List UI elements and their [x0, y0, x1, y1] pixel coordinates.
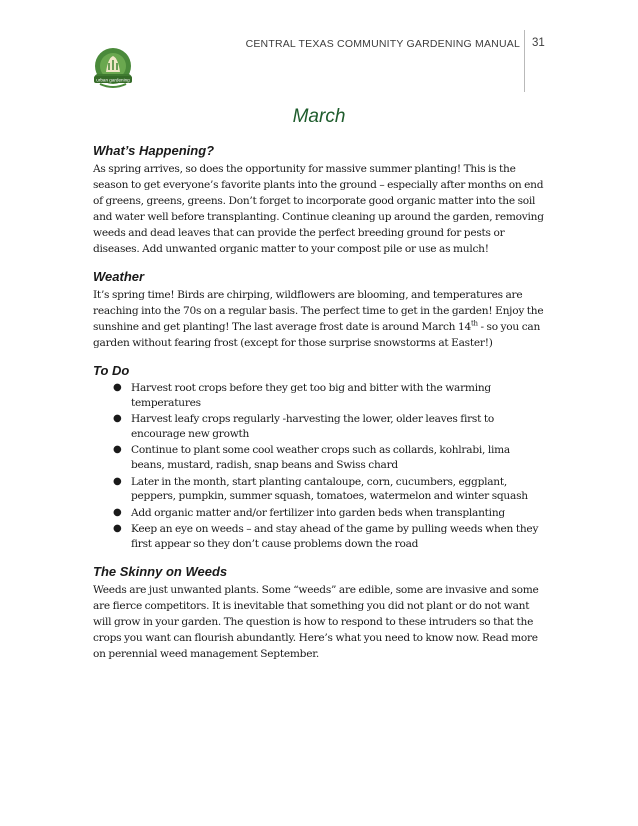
todo-item-text: Harvest leafy crops regularly -harvesting the lower, older leaves first to encourage new growth: [131, 413, 494, 440]
bullet-icon: ●: [113, 475, 122, 487]
todo-list: [93, 381, 545, 552]
todo-item-text: Keep an eye on weeds – and stay ahead of the game by pulling weeds when they first appear so they don’t cause problems down the road: [131, 523, 539, 550]
svg-text:urban gardening: urban gardening: [96, 77, 130, 83]
list-item: [93, 506, 545, 521]
todo-item-text: Add organic matter and/or fertilizer into garden beds when transplanting: [131, 506, 505, 519]
weather-text-part-1: It’s spring time! Birds are chirping, wildflowers are blooming, and temperatures are reaching into the 70s on a regular basis. The perfect time to get in the garden! Enjoy the sunshine and get planting! The last average frost date is around March 14: [93, 289, 544, 333]
bullet-icon: ●: [113, 523, 122, 535]
list-item: [93, 475, 545, 504]
list-item: [93, 443, 545, 472]
community-garden-logo: [88, 46, 138, 92]
list-item: [93, 522, 545, 551]
weather-paragraph: [93, 287, 545, 351]
todo-item-text: Harvest root crops before they get too big and bitter with the warming temperatures: [131, 382, 491, 409]
section-heading-whats-happening: What’s Happening?: [93, 143, 215, 158]
todo-item-text: Later in the month, start planting cantaloupe, corn, cucumbers, eggplant, peppers, pumpkin, summer squash, tomatoes, watermelon and winter squash: [131, 475, 528, 503]
list-item: [93, 412, 545, 441]
running-header-title: CENTRAL TEXAS COMMUNITY GARDENING MANUAL: [245, 38, 520, 50]
garden-logo-icon: [88, 46, 138, 92]
header-divider: [524, 30, 525, 92]
weeds-paragraph: Weeds are just unwanted plants. Some “weeds” are edible, some are invasive and some are fierce competitors. It is inevitable that something you did not plant or do not want will grow in your garden. The question is how to respond to these intruders so that the crops you want can flourish abundantly. Here’s what you need to know now. Read more on perennial weed management September.: [93, 583, 539, 660]
bullet-icon: ●: [113, 444, 122, 456]
todo-item-text: Continue to plant some cool weather crops such as collards, kohlrabi, lima beans, mustard, radish, snap beans and Swiss chard: [131, 444, 510, 471]
bullet-icon: ●: [113, 413, 122, 425]
month-title: March: [292, 106, 346, 127]
section-heading-to-do: To Do: [93, 363, 130, 378]
bullet-icon: ●: [113, 506, 122, 518]
bullet-icon: ●: [113, 382, 122, 393]
page-number: 31: [532, 37, 545, 49]
whats-happening-paragraph: As spring arrives, so does the opportunity for massive summer planting! This is the season to get everyone’s favorite plants into the ground – especially after months on end of greens, greens, greens. Don’t forget to incorporate good organic matter into the soil and water well before transplanting. Continue cleaning up around the garden, removing weeds and dead leaves that can provide the perfect breeding ground for pests or diseases. Add unwanted organic matter to your compost pile or use as mulch!: [93, 163, 544, 255]
weather-text-part-2: - so you can garden without fearing frost (except for those surprise snowstorms at Easter!): [93, 321, 541, 349]
section-heading-skinny-on-weeds: The Skinny on Weeds: [93, 563, 228, 579]
weather-ordinal-suffix: th: [470, 319, 478, 328]
section-heading-weather: Weather: [93, 269, 145, 284]
list-item: [93, 381, 545, 410]
page-content: [93, 143, 545, 674]
